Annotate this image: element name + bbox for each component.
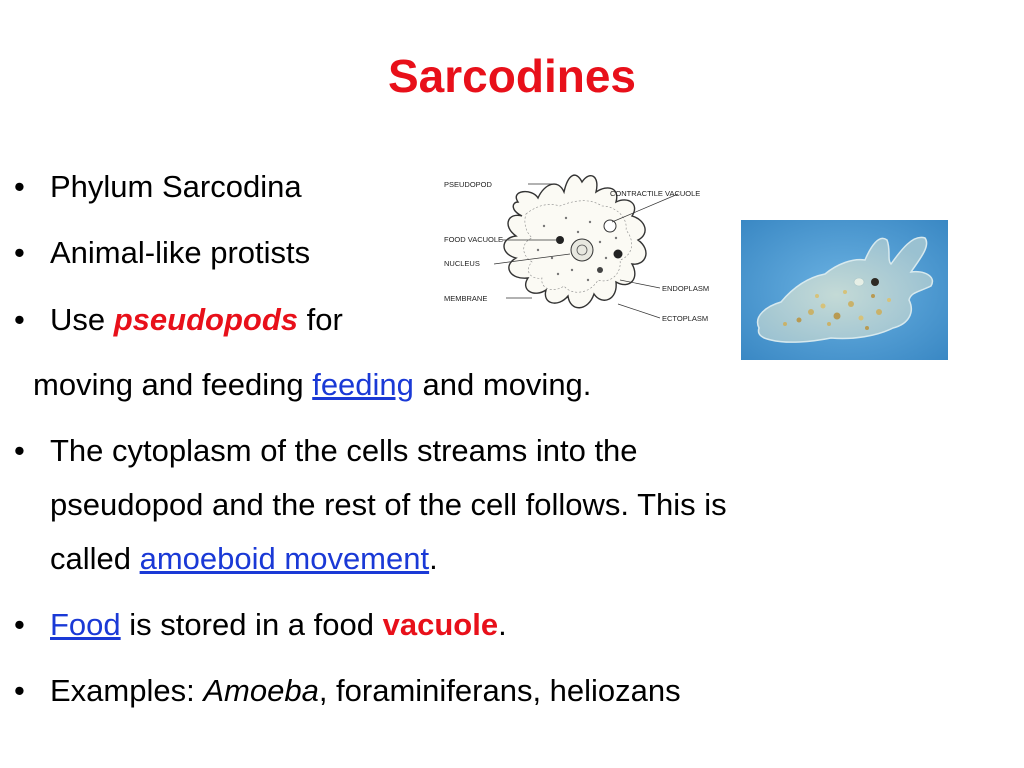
text-segment: called xyxy=(50,541,140,576)
text-segment: Examples: xyxy=(50,673,204,708)
text-segment: , foraminiferans, heliozans xyxy=(318,673,681,708)
label-pseudopod: PSEUDOPOD xyxy=(444,180,492,189)
slide-title: Sarcodines xyxy=(388,50,636,102)
bullet-glyph: • xyxy=(14,302,25,337)
bullet-phylum: Phylum Sarcodina xyxy=(50,169,302,204)
food-vacuole-shape xyxy=(597,267,603,273)
label-nucleus: NUCLEUS xyxy=(444,259,480,268)
amoeboid-movement-link[interactable]: amoeboid movement xyxy=(139,541,430,576)
photo-nucleus xyxy=(871,278,879,286)
nucleus-shape xyxy=(571,239,593,261)
amoeba-photo-icon xyxy=(741,220,948,360)
photo-vacuole xyxy=(854,278,864,286)
bullet-cytoplasm-line3 xyxy=(50,539,438,579)
bullet-animal-like: Animal-like protists xyxy=(50,235,311,270)
bullet-cytoplasm-line1: The cytoplasm of the cells streams into the xyxy=(50,433,638,468)
text-segment: and moving. xyxy=(413,367,592,402)
bullet-pseudopods xyxy=(50,300,343,340)
label-ectoplasm: ECTOPLASM xyxy=(662,314,709,323)
text-segment: is stored in a food xyxy=(120,607,383,642)
bullet-glyph: • xyxy=(14,673,25,708)
bullet-glyph: • xyxy=(14,169,25,204)
amoeba-italic: Amoeba xyxy=(203,673,319,708)
label-food-vacuole: FOOD VACUOLE xyxy=(444,235,504,244)
text-segment: moving and feeding xyxy=(33,367,313,402)
pseudopods-emphasis: pseudopods xyxy=(113,302,299,337)
bullet-glyph: • xyxy=(14,235,25,270)
continuation-line xyxy=(33,365,591,405)
vacuole-emphasis: vacuole xyxy=(382,607,499,642)
bullet-examples xyxy=(50,671,681,711)
text-segment: . xyxy=(498,607,507,642)
bullet-glyph: • xyxy=(14,433,25,468)
bullet-food xyxy=(50,605,507,645)
text-segment: . xyxy=(429,541,438,576)
bullet-glyph: • xyxy=(14,607,25,642)
feeding-link[interactable]: feeding xyxy=(312,367,414,402)
text-segment: for xyxy=(298,302,343,337)
text-segment: Use xyxy=(50,302,114,337)
food-vacuole-shape xyxy=(614,250,623,259)
amoeba-diagram-icon xyxy=(440,162,740,338)
label-membrane: MEMBRANE xyxy=(444,294,488,303)
label-endoplasm: ENDOPLASM xyxy=(662,284,710,293)
bullet-cytoplasm-line2: pseudopod and the rest of the cell follows. This is xyxy=(50,487,727,522)
food-link[interactable]: Food xyxy=(50,607,121,642)
contractile-vacuole-shape xyxy=(604,220,616,232)
label-contractile-vacuole: CONTRACTILE VACUOLE xyxy=(610,189,701,198)
